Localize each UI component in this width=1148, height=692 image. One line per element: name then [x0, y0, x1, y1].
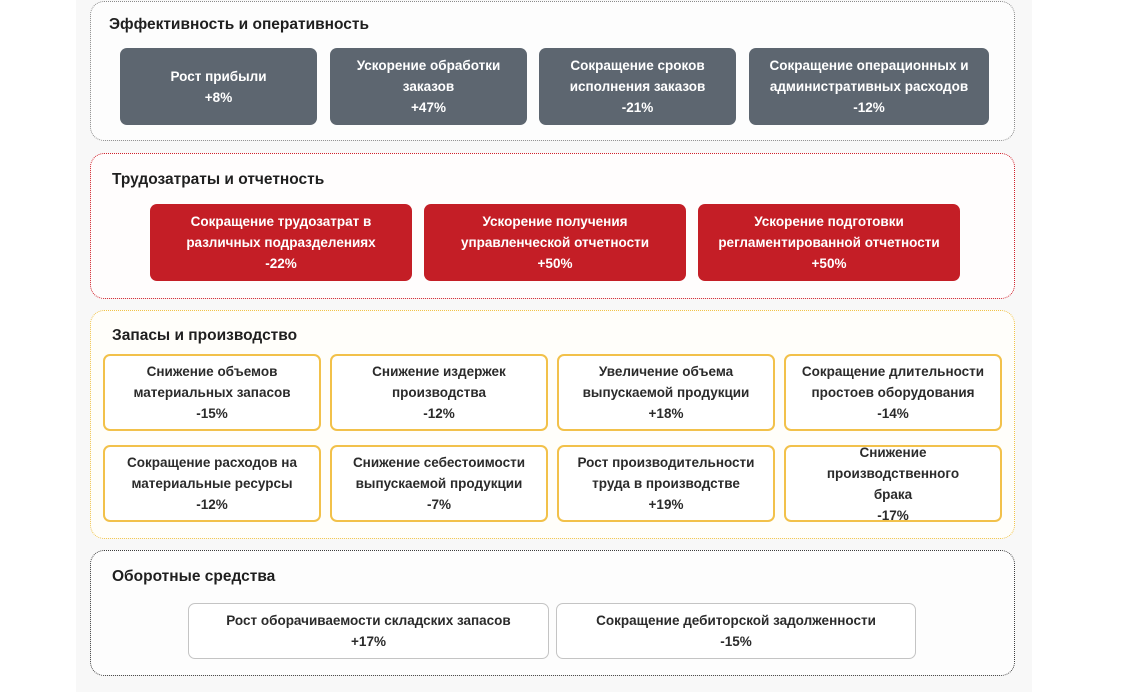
card-value: -15%: [196, 406, 228, 421]
group-title: Трудозатраты и отчетность: [112, 171, 325, 188]
card-regulatory-reporting: [698, 204, 960, 281]
group-working-capital: [90, 550, 1015, 676]
card-inventory-turnover: [188, 603, 549, 659]
group-inventory-production: [90, 310, 1015, 539]
card-material-expenses: [103, 445, 321, 522]
card-label: Сокращение сроков исполнения заказов: [569, 58, 706, 94]
card-production-defects: [784, 445, 1002, 522]
card-labor-costs: [150, 204, 412, 281]
card-value: -15%: [720, 634, 752, 649]
card-label: Рост производительности труда в производстве: [577, 455, 755, 491]
card-label: Сокращение трудозатрат в различных подразделениях: [186, 214, 376, 250]
group-title: Эффективность и оперативность: [109, 16, 370, 33]
card-value: +8%: [204, 89, 233, 105]
card-value: +50%: [537, 256, 573, 271]
card-label: Сокращение длительности простоев оборудования: [801, 364, 985, 400]
card-production-costs: [330, 354, 548, 431]
group-title: Запасы и производство: [112, 327, 298, 344]
card-label: Рост прибыли: [170, 68, 267, 84]
card-labor-productivity: [557, 445, 775, 522]
card-value: -14%: [877, 406, 909, 421]
card-value: +17%: [351, 634, 386, 649]
card-value: -12%: [853, 100, 885, 115]
card-label: Ускорение обработки заказов: [356, 58, 501, 94]
card-label: Сокращение операционных и административных расходов: [769, 58, 969, 94]
card-operating-expenses: [749, 48, 989, 125]
group-efficiency: [90, 1, 1015, 141]
card-label: Увеличение объема выпускаемой продукции: [582, 364, 750, 400]
card-label: Сокращение дебиторской задолженности: [596, 613, 876, 628]
card-inventory-volume: [103, 354, 321, 431]
card-receivables: [556, 603, 916, 659]
card-management-reporting: [424, 204, 686, 281]
card-profit-growth: [120, 48, 317, 125]
card-label: Рост оборачиваемости складских запасов: [226, 613, 511, 628]
card-value: -21%: [621, 100, 654, 115]
card-value: +19%: [648, 497, 684, 512]
card-label: Сокращение расходов на материальные ресурсы: [127, 455, 297, 491]
card-value: -22%: [265, 256, 297, 271]
card-value: -12%: [423, 406, 455, 421]
card-label: Ускорение подготовки регламентированной отчетности: [718, 214, 940, 250]
card-label: Снижение производственного брака: [826, 444, 960, 502]
card-value: +18%: [648, 406, 684, 421]
card-value: -17%: [877, 507, 909, 523]
card-equipment-downtime: [784, 354, 1002, 431]
group-labor-reporting: [90, 153, 1015, 299]
card-value: -7%: [426, 497, 451, 512]
card-label: Снижение издержек производства: [372, 364, 506, 400]
card-value: +47%: [411, 100, 446, 115]
card-label: Снижение объемов материальных запасов: [133, 364, 291, 400]
card-value: -12%: [196, 497, 228, 512]
card-value: +50%: [811, 256, 847, 271]
card-label: Снижение себестоимости выпускаемой продукции: [352, 455, 526, 491]
card-order-processing: [330, 48, 527, 125]
card-product-cost: [330, 445, 548, 522]
card-output-volume: [557, 354, 775, 431]
card-label: Ускорение получения управленческой отчетности: [460, 214, 650, 250]
card-order-fulfillment: [539, 48, 736, 125]
group-title: Оборотные средства: [112, 568, 276, 585]
